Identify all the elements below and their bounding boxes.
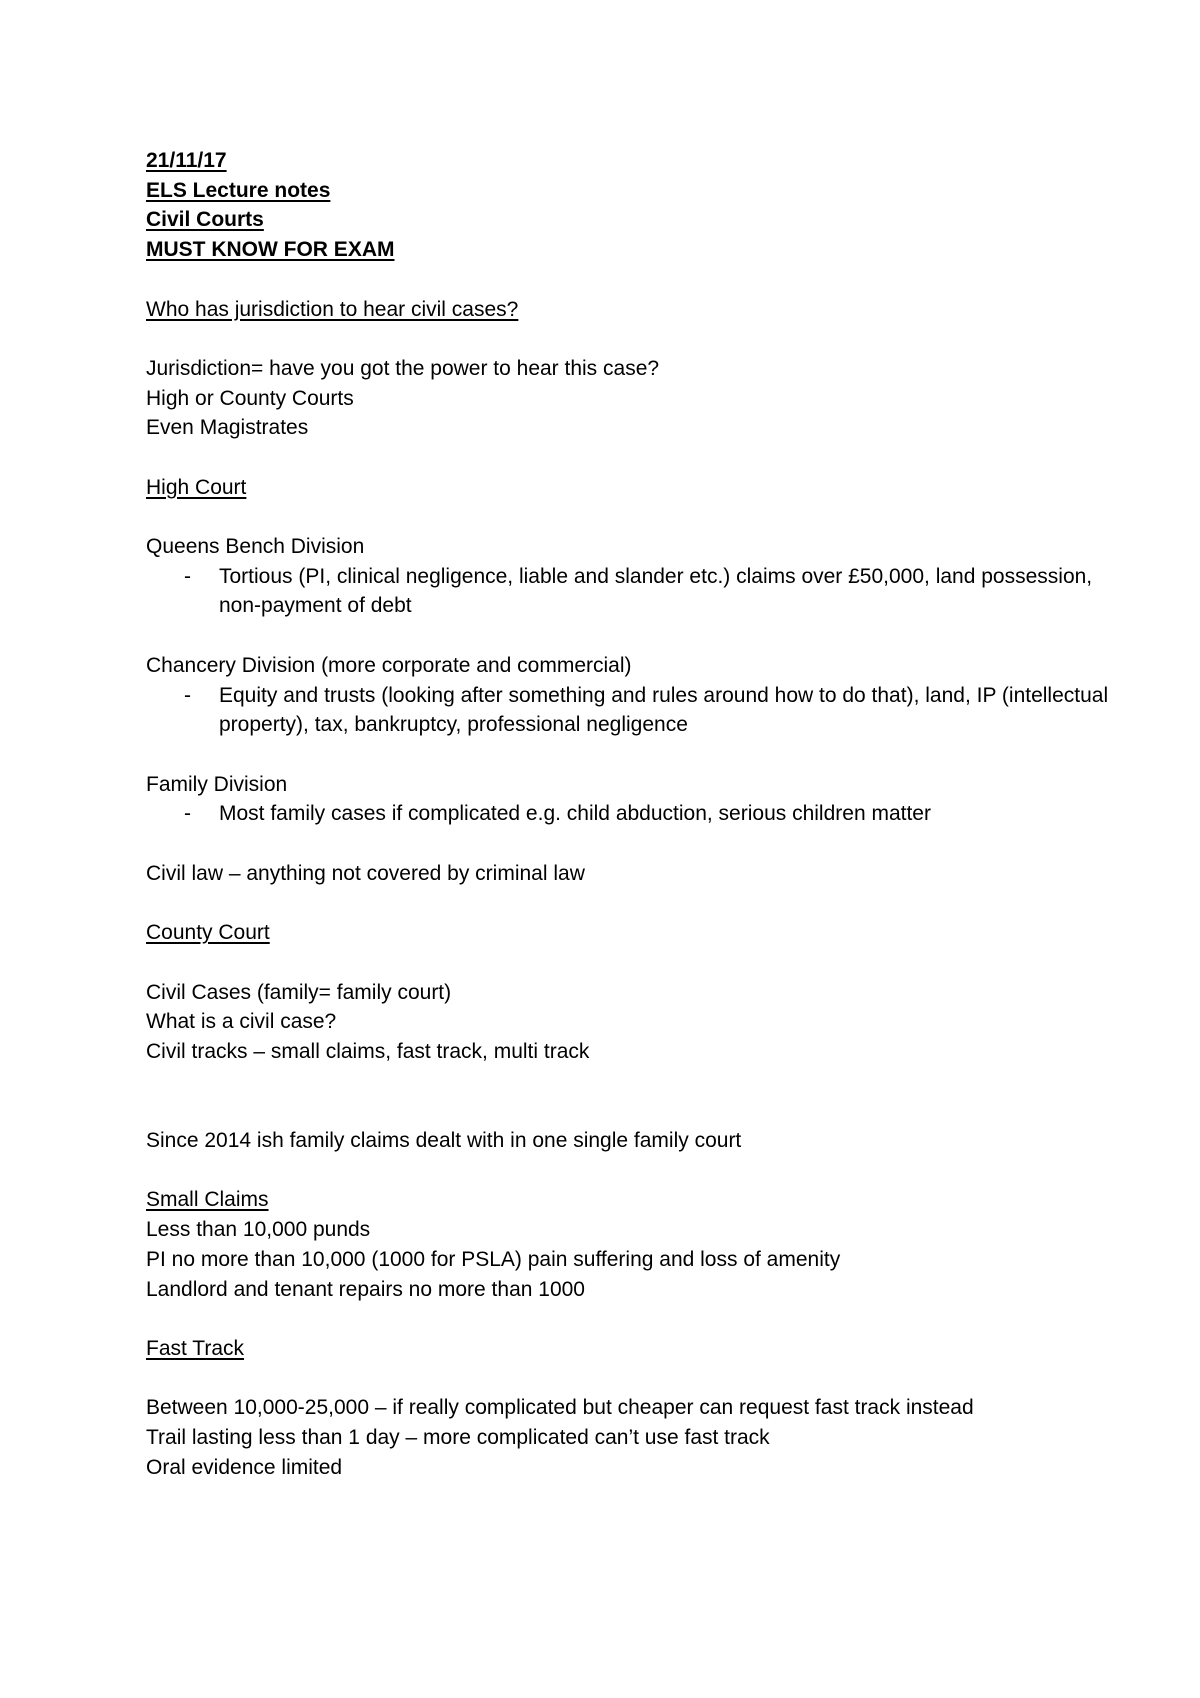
exam-note-heading: MUST KNOW FOR EXAM bbox=[146, 238, 395, 262]
spacer bbox=[146, 1304, 1106, 1334]
spacer bbox=[146, 265, 1106, 295]
spacer bbox=[146, 1067, 1106, 1097]
spacer bbox=[146, 1096, 1106, 1126]
bullet-text: Tortious (PI, clinical negligence, liable and slander etc.) claims over £50,000, land possession, non-payment of debt bbox=[219, 564, 1093, 618]
jurisdiction-courts: High or County Courts bbox=[146, 386, 354, 410]
bullet-dash: - bbox=[184, 683, 191, 707]
family-division-bullet bbox=[146, 799, 1106, 829]
question-heading: Who has jurisdiction to hear civil cases? bbox=[146, 297, 519, 321]
fast-track-heading: Fast Track bbox=[146, 1336, 245, 1360]
jurisdiction-definition: Jurisdiction= have you got the power to hear this case? bbox=[146, 356, 660, 380]
small-claims-landlord: Landlord and tenant repairs no more than 1000 bbox=[146, 1277, 585, 1301]
course-heading: ELS Lecture notes bbox=[146, 178, 331, 202]
topic-heading: Civil Courts bbox=[146, 208, 264, 232]
qbd-bullet bbox=[146, 562, 1106, 621]
spacer bbox=[146, 621, 1106, 651]
bullet-text: Most family cases if complicated e.g. child abduction, serious children matter bbox=[219, 802, 931, 826]
county-civil-cases: Civil Cases (family= family court) bbox=[146, 980, 452, 1004]
chancery-title: Chancery Division (more corporate and commercial) bbox=[146, 653, 632, 677]
county-civil-question: What is a civil case? bbox=[146, 1010, 337, 1034]
chancery-bullet bbox=[146, 681, 1109, 740]
county-court-heading: County Court bbox=[146, 921, 270, 945]
spacer bbox=[146, 740, 1106, 770]
fast-track-evidence: Oral evidence limited bbox=[146, 1455, 343, 1479]
civil-law-note: Civil law – anything not covered by criminal law bbox=[146, 861, 585, 885]
jurisdiction-magistrates: Even Magistrates bbox=[146, 416, 309, 440]
date-heading: 21/11/17 bbox=[146, 149, 227, 172]
small-claims-limit: Less than 10,000 punds bbox=[146, 1218, 371, 1242]
bullet-dash: - bbox=[184, 802, 191, 826]
qbd-title: Queens Bench Division bbox=[146, 535, 365, 559]
spacer bbox=[146, 443, 1106, 473]
spacer bbox=[146, 948, 1106, 978]
spacer bbox=[146, 1364, 1106, 1394]
bullet-text: Equity and trusts (looking after something and rules around how to do that), land, IP (intellectual property), tax, bankruptcy, professional negligence bbox=[219, 683, 1109, 737]
family-division-title: Family Division bbox=[146, 772, 288, 796]
small-claims-pi: PI no more than 10,000 (1000 for PSLA) pain suffering and loss of amenity bbox=[146, 1247, 841, 1271]
spacer bbox=[146, 888, 1106, 918]
spacer bbox=[146, 829, 1106, 859]
document-body bbox=[146, 146, 1109, 1482]
spacer bbox=[146, 1156, 1106, 1186]
spacer bbox=[146, 502, 1106, 532]
bullet-dash: - bbox=[184, 564, 191, 588]
family-court-note: Since 2014 ish family claims dealt with in one single family court bbox=[146, 1129, 742, 1153]
high-court-heading: High Court bbox=[146, 475, 247, 499]
spacer bbox=[146, 324, 1106, 354]
fast-track-trial: Trail lasting less than 1 day – more complicated can’t use fast track bbox=[146, 1426, 770, 1450]
fast-track-range: Between 10,000-25,000 – if really complicated but cheaper can request fast track instead bbox=[146, 1396, 974, 1420]
small-claims-heading: Small Claims bbox=[146, 1188, 269, 1212]
county-civil-tracks: Civil tracks – small claims, fast track, multi track bbox=[146, 1039, 590, 1063]
